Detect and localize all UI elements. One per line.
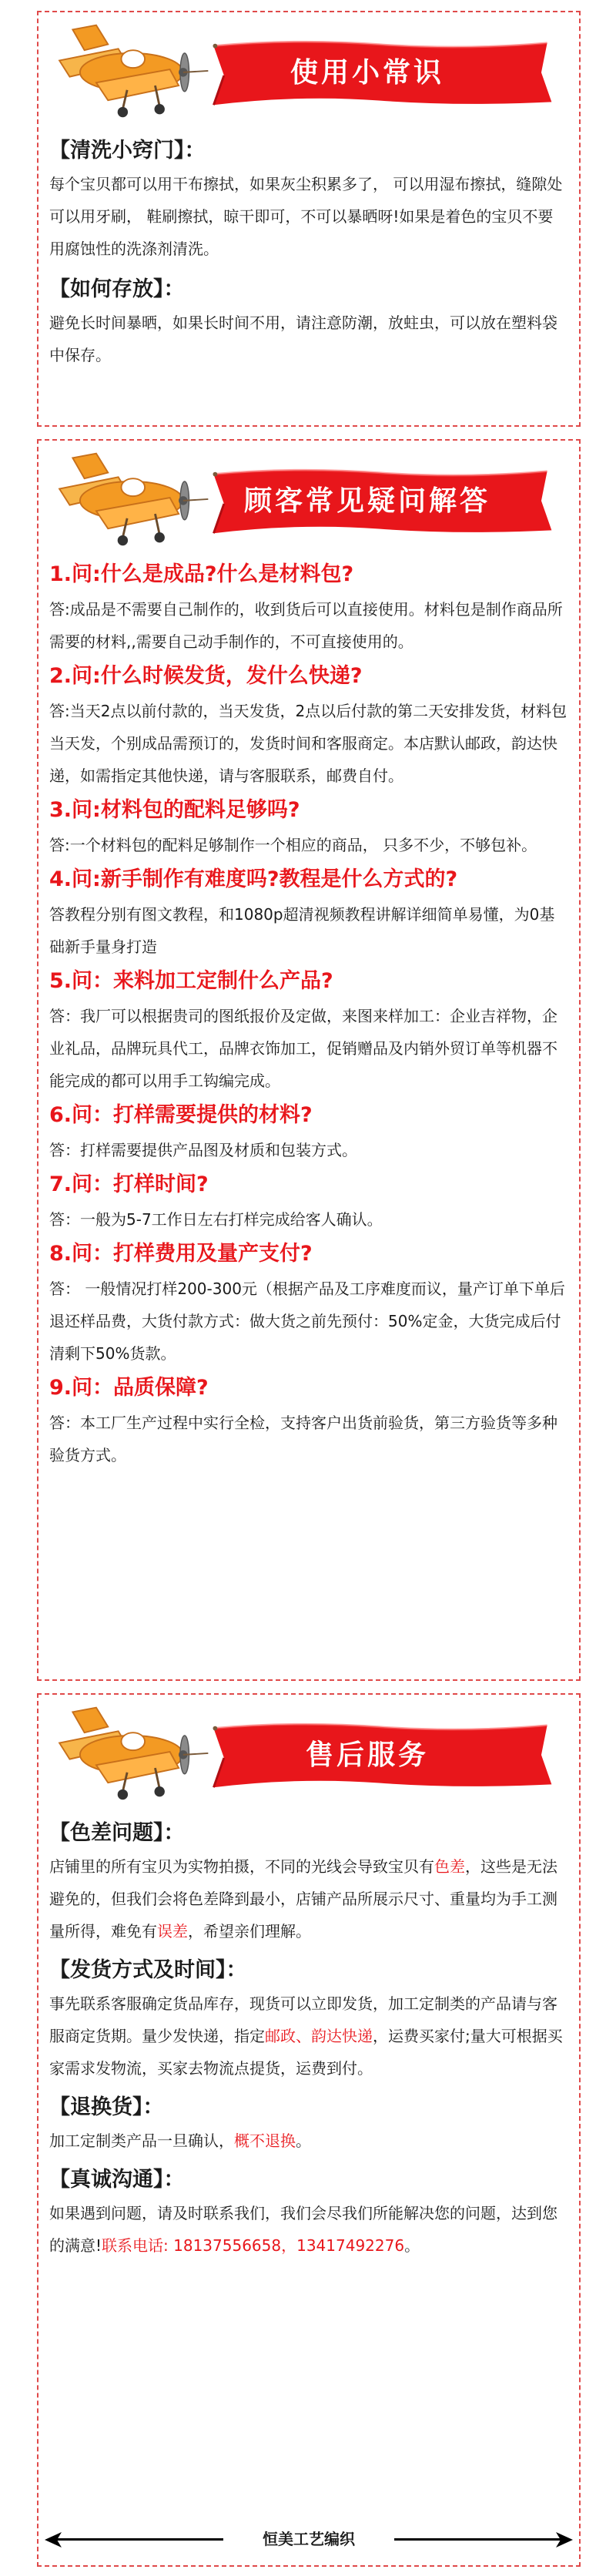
- faq-list: [49, 556, 568, 1471]
- faq-answer: 答:当天2点以前付款的，当天发货，2点以后付款的第二天安排发货，材料包当天发，个别成品需预订的，发货时间和客服商定。本店默认邮政，韵达快递，如需指定其他快递，请与客服联系，邮费自付。: [49, 702, 567, 785]
- section-usage-tips: [37, 11, 581, 427]
- subheading-color-difference: 【色差问题】：: [49, 1821, 185, 1845]
- brand-name: 恒美工艺编织: [263, 2530, 355, 2548]
- text-segment: 店铺里的所有宝贝为实物拍摄，不同的光线会导致宝贝有: [49, 1857, 434, 1876]
- faq-answer: 答：我厂可以根据贵司的图纸报价及定做，来图来样加工：企业吉祥物，企业礼品，品牌玩具代工，品牌衣饰加工，促销赠品及内销外贸订单等机器不能完成的都可以用手工钩编完成。: [49, 1007, 557, 1090]
- highlight-text: 概不退换: [234, 2132, 296, 2150]
- faq-question: 2.问:什么时候发货，发什么快递?: [49, 664, 363, 688]
- section-content: [49, 134, 568, 371]
- section-title: 售后服务: [305, 1739, 429, 1771]
- subheading-storage: 【如何存放】：: [49, 277, 185, 301]
- airplane-icon: [45, 1695, 214, 1810]
- text-segment: 事先联系客服确定货品库存，现货可以立即发货，加工定制类的产品请与客服商定货期。量少发快递，指定: [49, 1994, 557, 2045]
- faq-question: 7.问：打样时间?: [49, 1172, 209, 1196]
- faq-question: 8.问：打样费用及量产支付?: [49, 1242, 313, 1266]
- text-segment: 。: [404, 2236, 420, 2255]
- paragraph-communication: [49, 2197, 568, 2262]
- paragraph-storage: 避免长时间暴晒，如果长时间不用，请注意防潮，放蛀虫，可以放在塑料袋中保存。: [49, 314, 557, 364]
- section-header: [38, 441, 579, 556]
- text-segment: ，运费买家付;量大可根据买家需求发物流，买家去物流点提货，运费到付。: [49, 2027, 563, 2078]
- faq-answer: 答教程分别有图文教程，和1080p超清视频教程讲解详细简单易懂，为0基础新手量身打造: [49, 905, 555, 956]
- arrow-right-icon: [556, 2531, 573, 2548]
- highlight-text: 邮政、韵达快递: [265, 2027, 373, 2045]
- faq-answer: 答：打样需要提供产品图及材质和包装方式。: [49, 1141, 357, 1159]
- text-segment: 加工定制类产品一旦确认，: [49, 2132, 234, 2150]
- highlight-text: 色差: [434, 1857, 465, 1876]
- highlight-text: 误差: [157, 1922, 188, 1940]
- section-faq: [37, 439, 581, 1681]
- arrow-right-line: [394, 2538, 564, 2541]
- subheading-shipping: 【发货方式及时间】：: [49, 1958, 247, 1982]
- section-after-sales: [37, 1693, 581, 2567]
- section-title: 顾客常见疑问解答: [243, 485, 490, 517]
- faq-answer: 答：本工厂生产过程中实行全检，支持客户出货前验货，第三方验货等多种验货方式。: [49, 1414, 557, 1464]
- faq-question: 4.问:新手制作有难度吗?教程是什么方式的?: [49, 867, 458, 891]
- faq-question: 6.问：打样需要提供的材料?: [49, 1103, 313, 1127]
- paragraph-color-difference: [49, 1850, 568, 1947]
- section-header: [38, 1695, 579, 1810]
- faq-question: 3.问:材料包的配料足够吗?: [49, 798, 300, 822]
- subheading-returns: 【退换货】：: [49, 2095, 164, 2119]
- faq-answer: 答:成品是不需要自己制作的，收到货后可以直接使用。材料包是制作商品所需要的材料,,需要自己动手制作的，不可直接使用的。: [49, 600, 563, 651]
- section-content: [49, 1816, 568, 2262]
- brand-footer: [38, 2524, 579, 2554]
- contact-phone: 联系电话: 18137556658，13417492276: [102, 2236, 405, 2255]
- text-segment: 。: [296, 2132, 311, 2150]
- airplane-icon: [45, 441, 214, 556]
- faq-question: 1.问:什么是成品?什么是材料包?: [49, 562, 354, 586]
- section-title: 使用小常识: [290, 56, 444, 89]
- text-segment: ，这些是无法避免的，但我们会将色差降到最小，店铺产品所展示尺寸、重量均为手工测量所得，难免有: [49, 1857, 557, 1940]
- paragraph-cleaning: 每个宝贝都可以用干布擦拭，如果灰尘积累多了， 可以用湿布擦拭，缝隙处可以用牙刷， 鞋刷擦拭，晾干即可，不可以暴晒呀!如果是着色的宝贝不要用腐蚀性的洗涤剂清洗。: [49, 175, 563, 258]
- text-segment: 如果遇到问题，请及时联系我们，我们会尽我们所能解决您的问题，达到您的满意!: [49, 2204, 557, 2255]
- paragraph-returns: [49, 2125, 568, 2157]
- faq-answer: 答： 一般情况打样200-300元（根据产品及工序难度而议，量产订单下单后退还样品费，大货付款方式：做大货之前先预付：50%定金，大货完成后付清剩下50%货款。: [49, 1280, 565, 1363]
- airplane-icon: [45, 12, 214, 128]
- faq-question: 5.问：来料加工定制什么产品?: [49, 969, 333, 993]
- text-segment: ，希望亲们理解。: [188, 1922, 311, 1940]
- subheading-cleaning: 【清洗小窍门】：: [49, 139, 206, 163]
- paragraph-shipping: [49, 1987, 568, 2085]
- faq-answer: 答：一般为5-7工作日左右打样完成给客人确认。: [49, 1210, 383, 1229]
- faq-answer: 答:一个材料包的配料足够制作一个相应的商品， 只多不少，不够包补。: [49, 836, 537, 854]
- subheading-communication: 【真诚沟通】：: [49, 2168, 185, 2192]
- section-header: [38, 12, 579, 128]
- faq-question: 9.问：品质保障?: [49, 1376, 209, 1400]
